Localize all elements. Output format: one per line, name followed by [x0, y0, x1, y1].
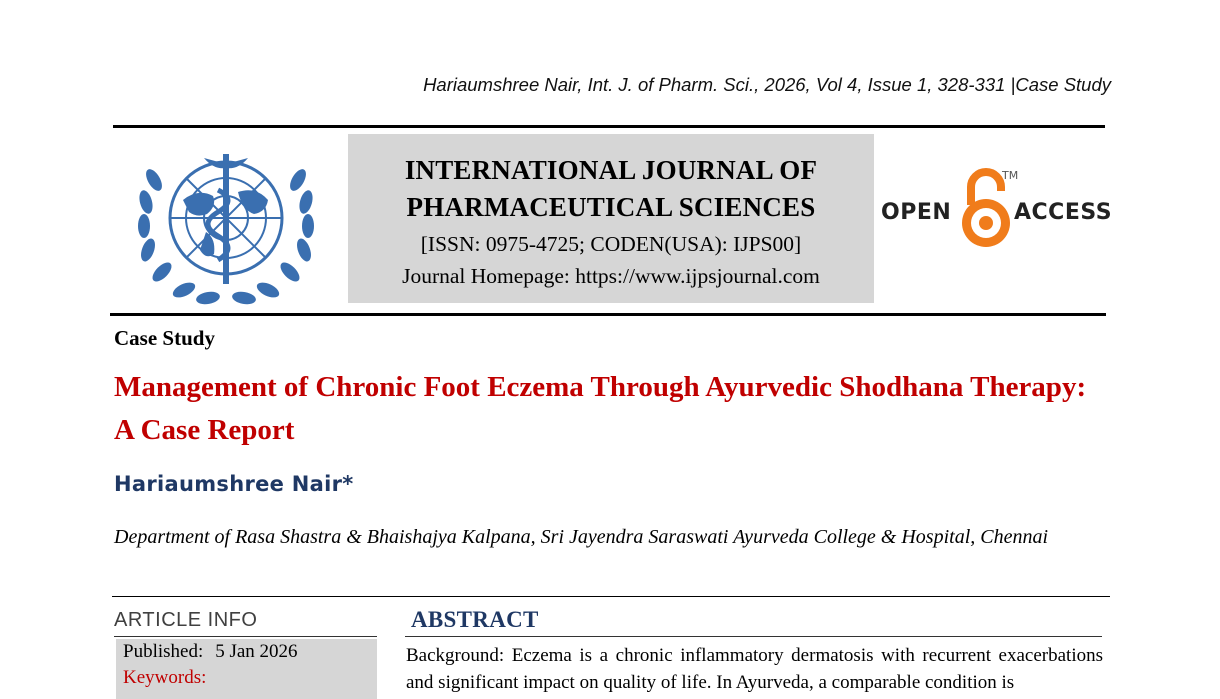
published-label: Published: — [123, 641, 204, 662]
published-line — [123, 640, 298, 664]
article-info-heading: ARTICLE INFO — [114, 609, 258, 631]
header-rule-top — [113, 125, 1105, 128]
article-type: Case Study — [114, 326, 215, 350]
journal-issn: [ISSN: 0975-4725; CODEN(USA): IJPS00] — [420, 232, 802, 256]
open-access-logo — [880, 165, 1113, 255]
journal-masthead-box — [348, 134, 874, 303]
running-header: Hariaumshree Nair, Int. J. of Pharm. Sci., 2026, Vol 4, Issue 1, 328-331 |Case Study — [423, 74, 1111, 95]
section-divider — [112, 596, 1110, 597]
abstract-rule — [405, 636, 1102, 637]
article-info-box — [116, 639, 377, 699]
open-access-access-text: ACCESS — [1014, 200, 1113, 225]
published-date: 5 Jan 2026 — [215, 641, 298, 662]
open-access-open-text: OPEN — [881, 200, 952, 225]
article-info-rule — [114, 636, 377, 637]
abstract-text: Background: Eczema is a chronic inflammatory dermatosis with recurrent exacerbations and significant impact on quality of life. In Ayurveda, a comparable condition is — [406, 645, 1103, 693]
author-name[interactable]: Hariaumshree Nair* — [114, 472, 354, 496]
caduceus-globe-laurel-emblem-icon — [128, 140, 324, 306]
keywords-label: Keywords: — [123, 667, 207, 688]
journal-title: INTERNATIONAL JOURNAL OF PHARMACEUTICAL SCIENCES — [404, 155, 818, 222]
trademark-mark: TM — [1002, 169, 1019, 182]
abstract-heading: ABSTRACT — [411, 607, 539, 632]
author-affiliation: Department of Rasa Shastra & Bhaishajya Kalpana, Sri Jayendra Saraswati Ayurveda College & Hospital, Chennai — [114, 526, 1049, 548]
header-rule-bottom — [110, 313, 1106, 316]
journal-homepage[interactable]: Journal Homepage: https://www.ijpsjournal.com — [402, 264, 820, 288]
article-title: Management of Chronic Foot Eczema Through Ayurvedic Shodhana Therapy: A Case Report — [114, 371, 1087, 446]
